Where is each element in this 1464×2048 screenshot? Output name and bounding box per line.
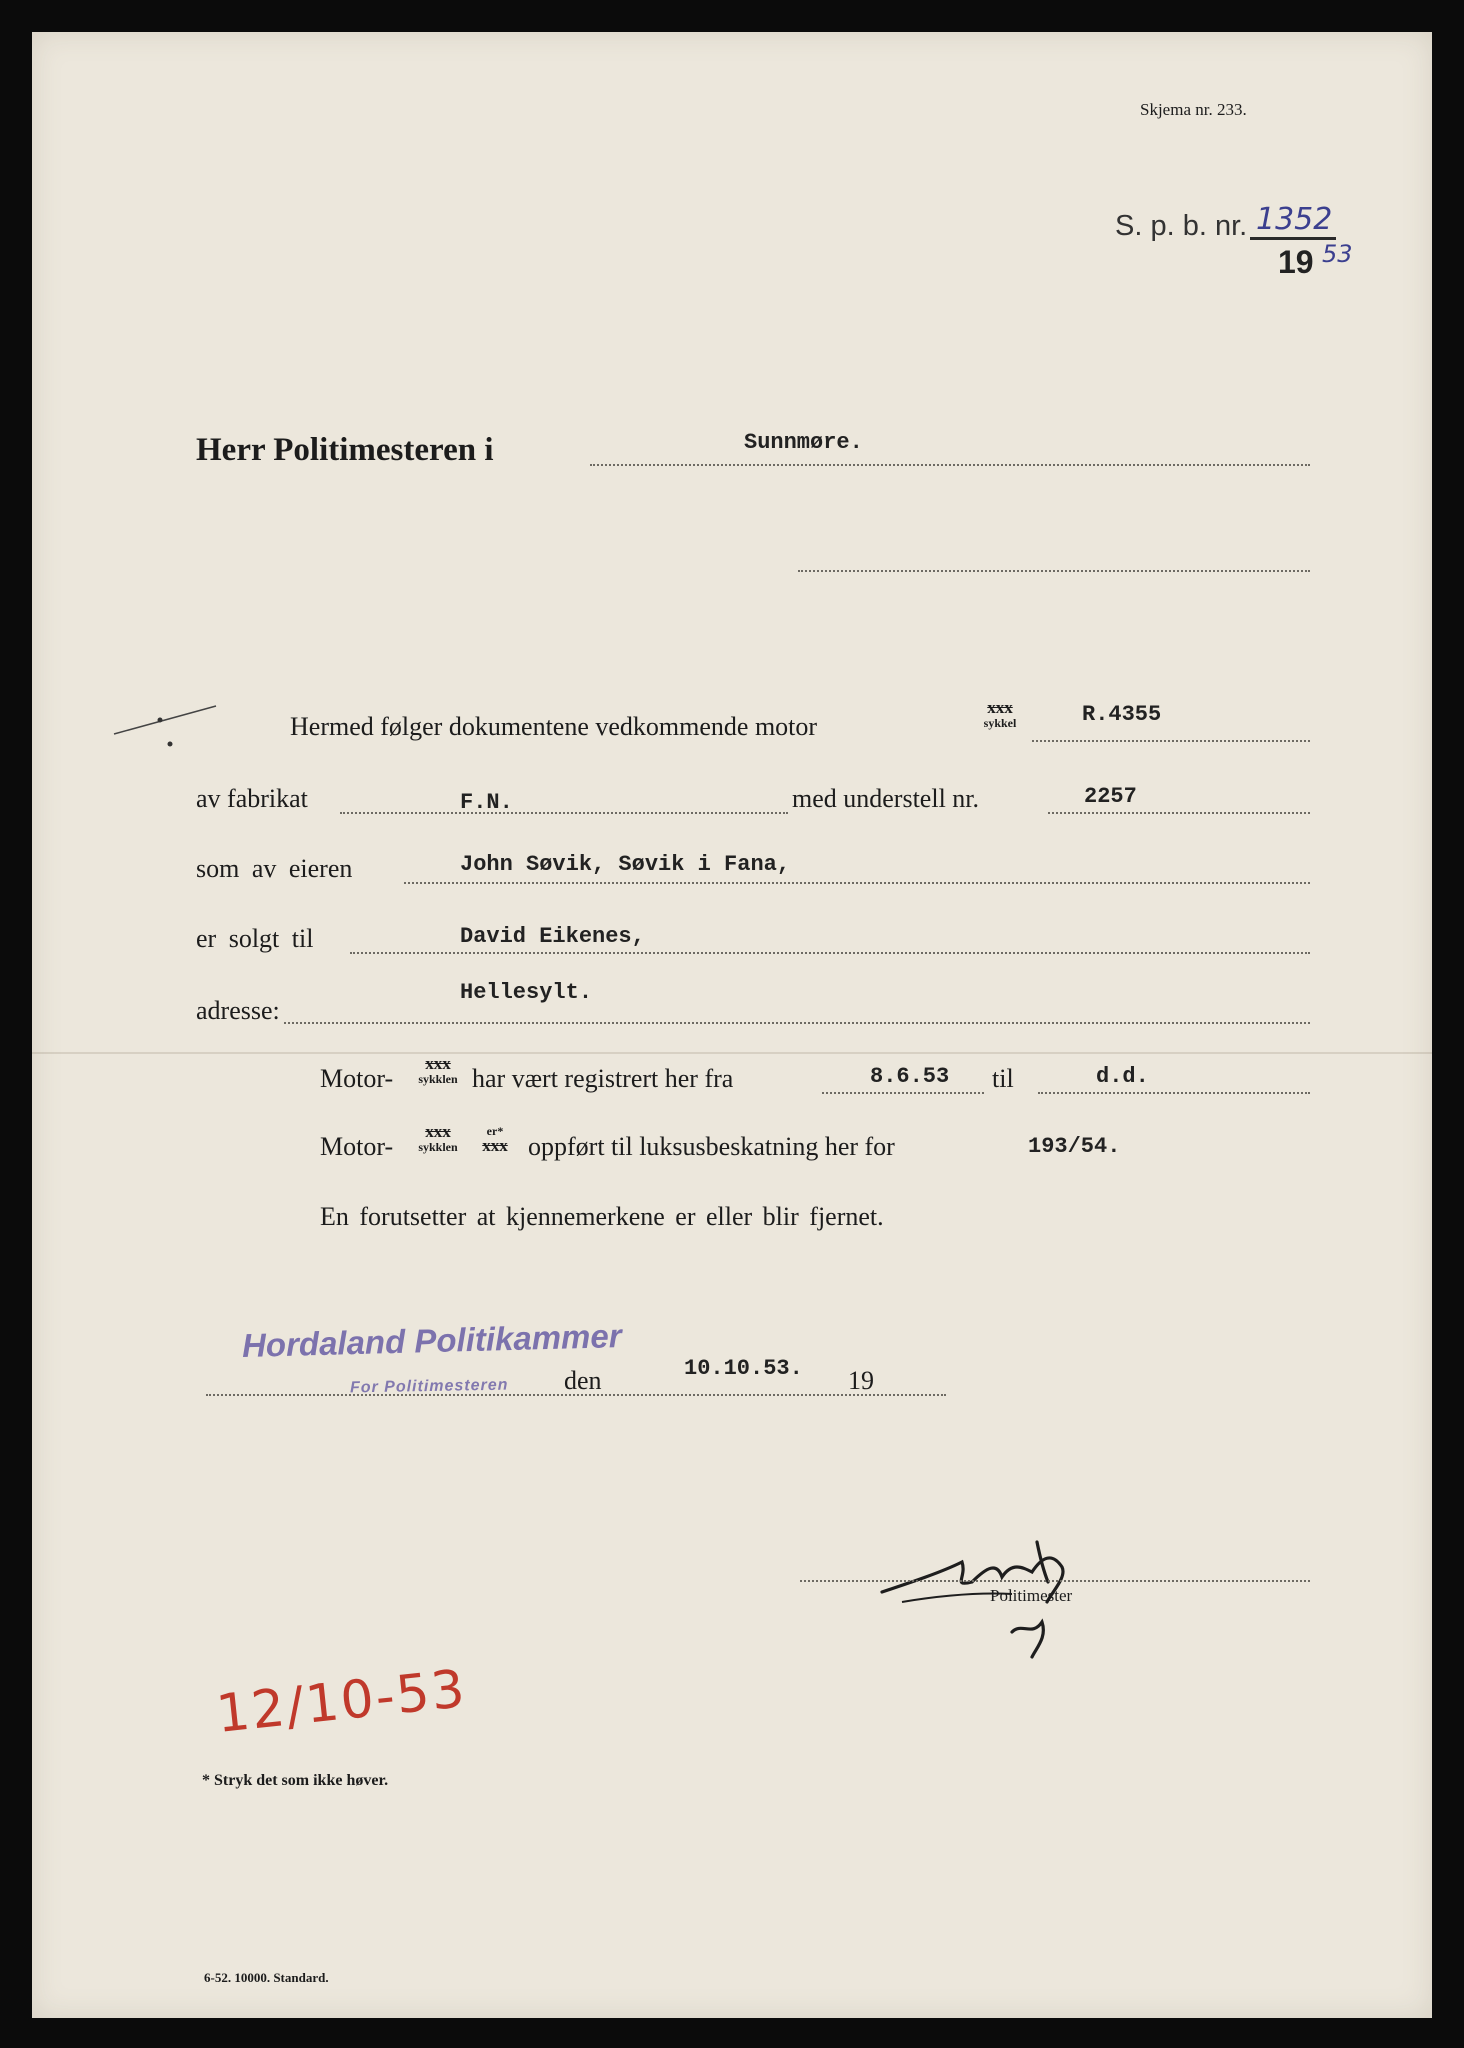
owner-dotted-line [404,882,1310,884]
registered-to: d.d. [1096,1064,1149,1089]
fabrikat-dotted-line [340,812,788,814]
heading-dotted-line [590,464,1310,466]
address-value: Hellesylt. [460,980,593,1005]
motor-type-fraction [972,700,1028,730]
luxury-period: 193/54. [1028,1134,1121,1159]
luxury-type-sub: sykklen [418,1140,458,1154]
date-value: 10.10.53. [684,1356,803,1381]
luxury-prefix: Motor- [320,1132,394,1161]
spb-number: 1352 [1250,202,1336,240]
registered-type-fraction [410,1056,466,1086]
registered-type-sub: sykklen [418,1072,458,1086]
motor-dotted-line [1032,740,1310,742]
heading-label: Herr Politimesteren i [196,432,494,468]
luxury-type-struck: xxx [425,1122,451,1141]
motor-type-sub: sykkel [983,716,1017,730]
form-number: Skjema nr. 233. [1140,100,1247,119]
registered-from: 8.6.53 [870,1064,950,1089]
registered-to-dotted-line [1038,1092,1310,1094]
registered-from-dotted-line [822,1092,984,1094]
luxury-verb-struck: xxx [482,1136,508,1155]
luxury-type-fraction [410,1124,466,1154]
owner-value: John Søvik, Søvik i Fana, [460,852,791,877]
registered-til: til [992,1064,1014,1093]
luxury-text: oppført til luksusbeskatning her for [528,1132,895,1161]
remark: En forutsetter at kjennemerkene er eller blir fjernet. [320,1202,884,1231]
spb-label: S. p. b. nr. [1115,210,1248,242]
motor-label: Hermed følger dokumentene vedkommende motor [290,712,818,741]
registered-type-struck: xxx [425,1054,451,1073]
heading-district: Sunnmøre. [744,430,863,455]
motor-type-struck: xxx [987,698,1013,717]
date-den: den [564,1366,602,1395]
spb-year-prefix: 19 [1278,244,1314,280]
stamp-line-2: For Politimesteren [349,1376,509,1397]
address-label: adresse: [196,996,280,1025]
registered-prefix: Motor- [320,1064,394,1093]
chassis-dotted-line [1048,812,1310,814]
footnote: * Stryk det som ikke høver. [202,1772,389,1789]
signature-title: Politimester [990,1586,1073,1605]
date-year-prefix: 19 [848,1366,874,1395]
registered-text: har vært registrert her fra [472,1064,734,1093]
motor-registration: R.4355 [1082,702,1162,727]
luxury-er: er* [486,1124,504,1138]
chassis-value: 2257 [1084,784,1137,809]
stamp-line-1: Hordaland Politikammer [241,1317,623,1364]
luxury-verb-fraction [466,1124,524,1154]
sold-to-dotted-line [350,952,1310,954]
fabrikat-value: F.N. [460,790,513,815]
chassis-label: med understell nr. [792,784,980,813]
document-page [32,32,1432,2018]
signature-dotted-line [800,1580,1310,1582]
print-info: 6-52. 10000. Standard. [204,1970,329,1985]
heading-dotted-line-2 [798,570,1310,572]
owner-label: som av eieren [196,854,353,883]
sold-to-value: David Eikenes, [460,924,645,949]
margin-mark [112,692,222,752]
sold-to-label: er solgt til [196,924,314,953]
spb-year-suffix: 53 [1322,240,1353,268]
fabrikat-label: av fabrikat [196,784,308,813]
address-dotted-line [284,1022,1310,1024]
paper-fold [32,1052,1432,1054]
handwritten-note: 12/10-53 [213,1659,470,1745]
